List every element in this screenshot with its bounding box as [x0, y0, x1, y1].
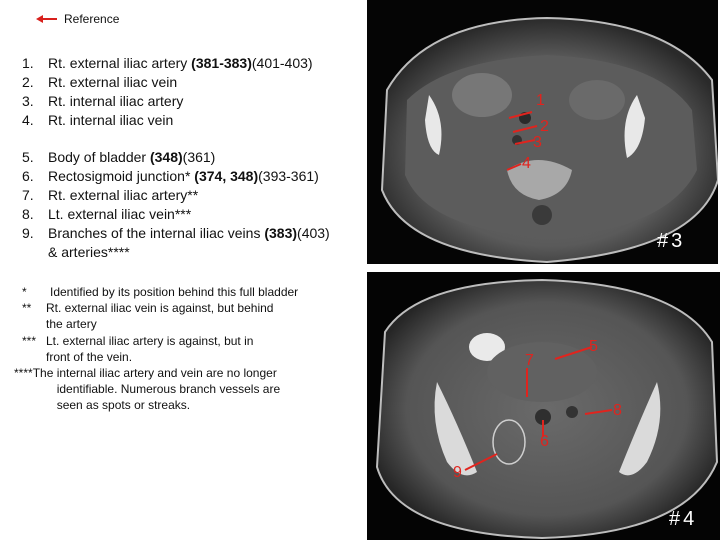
label-8: 8 [613, 402, 622, 419]
reference-legend [36, 12, 119, 26]
label-2: 2 [540, 118, 549, 135]
label-3: 3 [533, 134, 542, 151]
reference-label: Reference [64, 12, 120, 26]
list-item: 2. Rt. external iliac vein [22, 74, 178, 90]
list-item: 9. Branches of the internal iliac veins (383) (403) [22, 225, 330, 241]
list-item: 3. Rt. internal iliac artery [22, 93, 184, 109]
ct-scan-4 [367, 272, 720, 540]
label-6: 6 [540, 433, 549, 450]
label-4: 4 [522, 155, 531, 172]
structure-list-scan-3 [0, 54, 313, 130]
footnote: * Identified by its position behind this full bladder [22, 285, 299, 299]
list-item: 6. Rectosigmoid junction* (374, 348) (393-361) [22, 168, 319, 184]
list-item: 4. Rt. internal iliac vein [22, 112, 174, 128]
structure-list-scan-4 [0, 148, 330, 262]
footnotes [14, 284, 352, 414]
ct-image-4 [367, 272, 720, 540]
label-5: 5 [589, 338, 598, 355]
scan-number-3: #3 [657, 230, 686, 252]
footnote: **** The internal iliac artery and vein are no longer identifiable. Numerous branch vessels are seen as spots or streaks. [14, 366, 281, 413]
footnote: *** Lt. external iliac artery is against, but in front of the vein. [22, 333, 254, 364]
list-item: 1. Rt. external iliac artery (381-383) (401-403) [22, 55, 313, 71]
label-1: 1 [536, 92, 545, 109]
label-9: 9 [453, 464, 462, 481]
scan-number-4: #4 [669, 508, 698, 530]
red-arrow-icon [36, 14, 58, 24]
label-7: 7 [525, 352, 534, 369]
list-item: 5. Body of bladder (348) (361) [22, 149, 216, 165]
list-item: 7. Rt. external iliac artery** [22, 187, 199, 203]
ct-scan-3 [367, 0, 718, 264]
list-item: 8. Lt. external iliac vein*** [22, 206, 192, 222]
footnote: ** Rt. external iliac vein is against, but behind the artery [22, 301, 274, 332]
list-item: & arteries**** [48, 244, 130, 260]
